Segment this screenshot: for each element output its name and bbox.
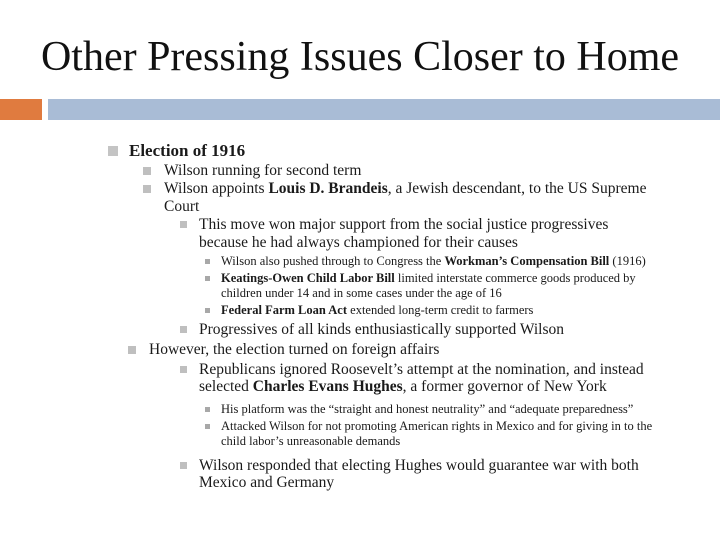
square-bullet-icon <box>143 167 151 175</box>
bullet-bold-text: Charles Evans Hughes <box>252 378 403 395</box>
bullet-text: extended long-term credit to farmers <box>347 303 534 317</box>
bullet-text: Wilson appoints <box>164 180 269 197</box>
accent-bar-orange <box>0 99 42 120</box>
bullet-workman <box>221 254 660 269</box>
bullet-text: Wilson responded that electing Hughes would guarantee war with both Mexico and Germany <box>199 456 639 491</box>
bullet-text: , a Jewish descendant, to the US Supreme Court <box>164 180 647 215</box>
bullet-progressives <box>199 321 680 339</box>
bullet-text: Wilson running for second term <box>164 162 362 179</box>
square-bullet-icon <box>205 407 210 412</box>
bullet-bold-text: Federal Farm Loan Act <box>221 303 348 317</box>
bullet-text: Progressives of all kinds enthusiastically supported Wilson <box>199 321 565 338</box>
bullet-farm <box>221 303 660 318</box>
bullet-appoints <box>164 180 660 216</box>
bullet-text: Attacked Wilson for not promoting American rights in Mexico and for giving in to the child labor’s unreasonable demands <box>221 418 653 448</box>
bullet-move <box>199 216 660 251</box>
bullet-keatings <box>221 271 660 301</box>
accent-bar-blue <box>48 99 720 120</box>
bullet-text: Republicans ignored Roosevelt’s attempt at the nomination, and instead selected <box>199 360 644 395</box>
bullet-text: However, the election turned on foreign affairs <box>149 340 440 358</box>
bullet-bold-text: Louis D. Brandeis <box>268 180 388 197</box>
square-bullet-icon <box>128 346 136 354</box>
square-bullet-icon <box>205 424 210 429</box>
bullet-however <box>149 341 680 359</box>
square-bullet-icon <box>205 308 210 313</box>
bullet-election <box>129 140 720 161</box>
bullet-text: His platform was the “straight and honest neutrality” and “adequate preparedness” <box>221 401 634 416</box>
bullet-republicans <box>199 361 680 396</box>
bullet-running <box>164 162 680 180</box>
square-bullet-icon <box>180 366 187 373</box>
square-bullet-icon <box>180 462 187 469</box>
bullet-responded <box>199 457 680 492</box>
bullet-text: , a former governor of New York <box>402 378 607 395</box>
square-bullet-icon <box>180 221 187 228</box>
bullet-text: limited interstate commerce goods produced by children under 14 and in some cases under the age of 16 <box>221 271 636 300</box>
bullet-text: Wilson also pushed through to Congress the <box>221 254 445 268</box>
square-bullet-icon <box>143 185 151 193</box>
slide-content <box>0 140 720 492</box>
square-bullet-icon <box>108 146 118 156</box>
bullet-text: This move won major support from the social justice progressives because he had always championed for their causes <box>199 216 609 251</box>
slide-title: Other Pressing Issues Closer to Home <box>40 34 680 80</box>
bullet-attacked <box>221 419 660 449</box>
square-bullet-icon <box>180 326 187 333</box>
bullet-platform <box>221 402 660 417</box>
square-bullet-icon <box>205 276 210 281</box>
bullet-bold-text: Keatings-Owen Child Labor Bill <box>221 271 395 285</box>
bullet-bold-text: Workman’s Compensation Bill <box>444 254 610 268</box>
bullet-text: Election of 1916 <box>129 141 246 160</box>
bullet-text: (1916) <box>609 254 646 268</box>
square-bullet-icon <box>205 259 210 264</box>
